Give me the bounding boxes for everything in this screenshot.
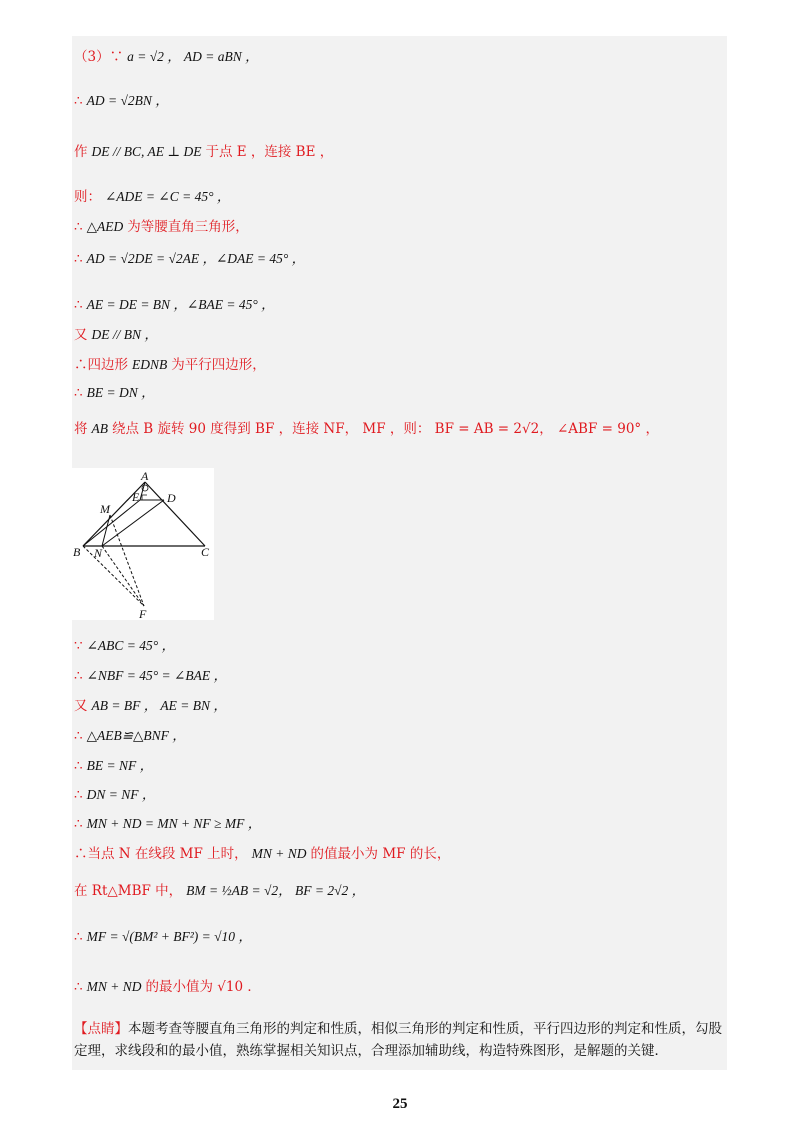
- line-math: DE // BN ，: [91, 327, 158, 342]
- line-prefix: ∵: [74, 638, 83, 654]
- line-math: ∠ADE = ∠C = 45° ，: [105, 189, 231, 204]
- line-prefix: ∴: [74, 787, 83, 803]
- line-math: MN + ND: [251, 846, 307, 861]
- line-prefix: 又: [74, 327, 88, 343]
- line-prefix: ∴: [74, 385, 83, 401]
- line-math: ∠NBF = 45° = ∠BAE ，: [86, 668, 227, 683]
- solution-line: [74, 356, 266, 374]
- right-angle-mark: [142, 495, 147, 500]
- line-math: ∠ABC = 45° ，: [86, 638, 176, 653]
- line-math: △AEB≌△BNF ，: [86, 728, 186, 743]
- solution-line: [74, 757, 157, 775]
- note-tag: 【点睛】: [74, 1021, 128, 1037]
- note-text: 本题考查等腰直角三角形的判定和性质，相似三角形的判定和性质，平行四边形的判定和性质，勾股定理，求线段和的最小值，熟练掌握相关知识点，合理添加辅助线，构造特殊图形，是解题的关键．: [74, 1021, 722, 1059]
- line-prefix: （3）∵: [74, 49, 124, 65]
- label-n: N: [94, 546, 103, 560]
- solution-line: [74, 296, 279, 314]
- line-prefix: ∴: [74, 929, 83, 945]
- solution-line: [74, 815, 265, 833]
- line-prefix: 作: [74, 144, 88, 160]
- label-b: B: [73, 545, 81, 559]
- line-prefix: ∴: [74, 758, 83, 774]
- line-suffix: 绕点 B 旋转 90 度得到 BF ，连接 NF， MF ，则： BF = AB = 2√2， ∠ABF = 90° ，: [112, 421, 659, 437]
- line-prefix: 则：: [74, 189, 101, 205]
- line-prefix: 又: [74, 698, 88, 714]
- solution-line: [74, 928, 256, 946]
- line-prefix: ∴: [74, 668, 83, 684]
- solution-line: [74, 143, 333, 161]
- solution-line: [74, 845, 450, 863]
- label-f: F: [139, 607, 147, 620]
- line-prefix: ∴: [74, 728, 83, 744]
- solution-line: [74, 326, 162, 344]
- geometry-diagram: [72, 468, 214, 620]
- line-prefix: 在 Rt△MBF 中，: [74, 883, 183, 899]
- label-d: D: [167, 491, 176, 505]
- line-suffix: 的值最小为 MF 的长，: [310, 846, 451, 862]
- line-prefix: ∴四边形: [74, 357, 128, 373]
- line-math: AD = √2BN ，: [86, 93, 169, 108]
- line-math: a = √2 ， AD = aBN ，: [127, 49, 259, 64]
- line-suffix: 的最小值为 √10 ．: [145, 979, 261, 995]
- line-math: DN = NF ，: [86, 787, 156, 802]
- line-prefix: ∴: [74, 251, 83, 267]
- label-a: A: [141, 469, 149, 483]
- line-math: BE = NF ，: [86, 758, 154, 773]
- line-prefix: ∴: [74, 816, 83, 832]
- line-math: MN + ND = MN + NF ≥ MF ，: [86, 816, 262, 831]
- line-math: DE // BC, AE ⊥ DE: [91, 144, 202, 159]
- solution-line: [74, 882, 369, 900]
- line-math: BE = DN ，: [86, 385, 155, 400]
- line-math: AD = √2DE = √2AE ，∠DAE = 45° ，: [86, 251, 306, 266]
- line-math: EDNB: [132, 357, 168, 372]
- line-prefix: ∴: [74, 219, 83, 235]
- line-suffix: 于点 E ，连接 BE ，: [205, 144, 334, 160]
- label-m: M: [100, 502, 110, 516]
- solution-line: [74, 667, 231, 685]
- line-math: MF = √(BM² + BF²) = √10 ，: [86, 929, 252, 944]
- line-math: △AED: [86, 219, 124, 234]
- label-e: E: [132, 490, 140, 504]
- solution-line: [74, 250, 309, 268]
- line-math: AB: [91, 421, 108, 436]
- geometry-figure: [72, 468, 214, 620]
- solution-line: [74, 637, 179, 655]
- line-math: BM = ½AB = √2， BF = 2√2 ，: [186, 883, 366, 898]
- line-suffix: 为平行四边形，: [171, 357, 266, 373]
- solution-line: [74, 48, 263, 66]
- solution-line: [74, 978, 261, 996]
- key-point-note: [74, 1018, 724, 1062]
- line-prefix: 将: [74, 421, 88, 437]
- line-prefix: ∴: [74, 297, 83, 313]
- line-prefix: ∴当点 N 在线段 MF 上时，: [74, 846, 248, 862]
- solution-line: [74, 727, 190, 745]
- segment-mf: [110, 515, 144, 606]
- line-math: MN + ND: [86, 979, 142, 994]
- solution-line: [74, 786, 159, 804]
- line-math: AE = DE = BN ，∠BAE = 45° ，: [86, 297, 275, 312]
- line-prefix: ∴: [74, 979, 83, 995]
- label-c: C: [201, 545, 210, 559]
- solution-line: [74, 420, 659, 438]
- solution-line: [74, 92, 173, 110]
- solution-line: [74, 697, 231, 715]
- page-number: 25: [392, 1096, 408, 1112]
- solution-line: [74, 384, 159, 402]
- segment-nf: [102, 546, 144, 606]
- line-prefix: ∴: [74, 93, 83, 109]
- segment-bf: [83, 546, 144, 606]
- solution-line: [74, 188, 234, 206]
- line-suffix: 为等腰直角三角形，: [127, 219, 249, 235]
- line-math: AB = BF ， AE = BN ，: [91, 698, 227, 713]
- solution-line: [74, 218, 249, 236]
